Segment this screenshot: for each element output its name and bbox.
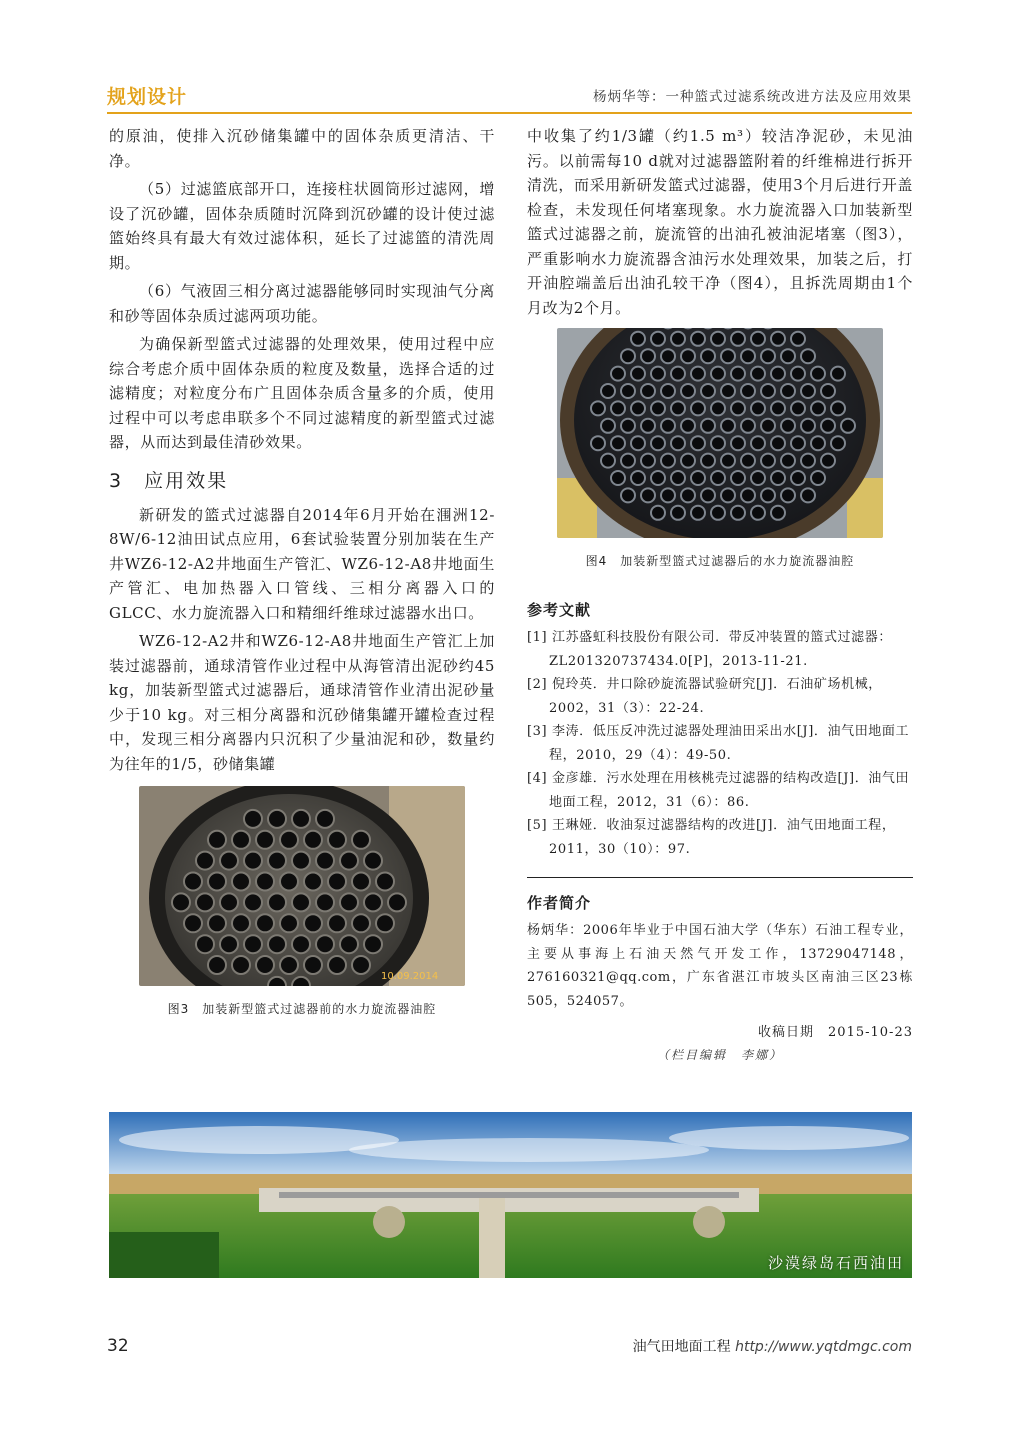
tube-hole	[232, 914, 250, 932]
figure-3-photo	[139, 786, 465, 986]
tube-hole	[771, 436, 785, 450]
tube-hole	[691, 401, 705, 415]
tube-hole	[220, 852, 238, 870]
tube-hole	[701, 488, 715, 502]
tube-hole	[631, 471, 645, 485]
paragraph: 新研发的篮式过滤器自2014年6月开始在涠洲12-8W/6-12油田试点应用，6套试验装置分别加装在生产井WZ6-12-A2井地面生产管汇、WZ6-12-A8井地面生产管汇、电加热器入口管线、三相分离器入口的GLCC、水力旋流器入口和精细纤维球过滤器水出口。	[109, 505, 495, 622]
tube-hole	[611, 401, 625, 415]
tube-hole	[671, 506, 685, 520]
tube-hole	[791, 401, 805, 415]
tube-hole	[292, 810, 310, 828]
left-column	[109, 124, 495, 1017]
tube-hole	[196, 893, 214, 911]
tube-hole	[601, 419, 615, 433]
paragraph: 中收集了约1/3罐（约1.5 m³）较洁净泥砂，未见油污。以前需每10 d就对过滤器篮附着的纤维棉进行拆开清洗，而采用新研发篮式过滤器，使用3个月后进行开盖检查，未发现任何堵塞现象。水力旋流器入口加装新型篮式过滤器之前，旋流管的出油孔被油泥堵塞（图3），严重影响水力旋流器含油污水处理效果，加装之后，打开油腔端盖后出油孔较干净（图4），且拆洗周期由1个月改为2个月。	[527, 127, 913, 317]
tube-hole	[631, 401, 645, 415]
tube-hole	[591, 436, 605, 450]
tube-hole	[280, 873, 298, 891]
tube-hole	[811, 401, 825, 415]
tube-hole	[196, 935, 214, 953]
tube-hole	[821, 419, 835, 433]
tube-hole	[376, 914, 394, 932]
reference-item: [3] 李涛．低压反冲洗过滤器处理油田采出水[J]．油气田地面工程，2010，29（4）：49-50.	[527, 724, 910, 763]
tube-hole	[801, 488, 815, 502]
photo-date-stamp: 10.09.2014	[381, 971, 439, 982]
tube-hole	[771, 471, 785, 485]
tube-hole	[292, 893, 310, 911]
tube-hole	[781, 384, 795, 398]
tube-hole	[741, 488, 755, 502]
tube-hole	[352, 873, 370, 891]
tube-hole	[731, 367, 745, 381]
tube-hole	[591, 401, 605, 415]
tube-hole	[661, 349, 675, 363]
tube-hole	[811, 367, 825, 381]
tube-hole	[280, 914, 298, 932]
tube-hole	[184, 873, 202, 891]
tube-hole	[691, 436, 705, 450]
tube-hole	[292, 852, 310, 870]
tube-hole	[601, 454, 615, 468]
tube-hole	[641, 419, 655, 433]
tube-hole	[208, 914, 226, 932]
tube-hole	[671, 401, 685, 415]
tube-hole	[681, 349, 695, 363]
tube-hole	[244, 935, 262, 953]
tube-hole	[621, 384, 635, 398]
tube-hole	[220, 935, 238, 953]
tube-hole	[244, 852, 262, 870]
tube-hole	[661, 384, 675, 398]
tube-hole	[651, 367, 665, 381]
running-title: 杨炳华等：一种篮式过滤系统改进方法及应用效果	[593, 89, 912, 105]
reference-item: [1] 江苏盛虹科技股份有限公司．带反冲装置的篮式过滤器：ZL201320737434.0[P]，2013-11-21.	[527, 630, 892, 669]
figure-3-image	[139, 786, 465, 986]
tube-hole	[801, 419, 815, 433]
tube-hole	[292, 977, 310, 986]
tube-hole	[771, 367, 785, 381]
tube-hole	[232, 831, 250, 849]
tube-hole	[651, 401, 665, 415]
tube-hole	[781, 419, 795, 433]
tube-hole	[671, 436, 685, 450]
tube-hole	[621, 454, 635, 468]
tube-hole	[741, 349, 755, 363]
tube-hole	[691, 506, 705, 520]
section-label: 规划设计	[107, 86, 188, 108]
author-bio: 杨炳华：2006年毕业于中国石油大学（华东）石油工程专业，主要从事海上石油天然气开发工作，13729047148，276160321@qq.com，广东省湛江市坡头区南油三区23栋505，524057。	[527, 923, 913, 1009]
tube-hole	[244, 893, 262, 911]
tube-hole	[761, 454, 775, 468]
tube-hole	[841, 419, 855, 433]
tube-hole	[316, 893, 334, 911]
tube-hole	[751, 506, 765, 520]
tube-hole	[721, 384, 735, 398]
tube-hole	[328, 831, 346, 849]
paragraph: 为确保新型篮式过滤器的处理效果，使用过程中应综合考虑介质中固体杂质的粒度及数量，选择合适的过滤精度；对粒度分布广且固体杂质含量多的介质，使用过程中可以考虑串联多个不同过滤精度的新型篮式过滤器，从而达到最佳清砂效果。	[109, 335, 495, 451]
tube-hole	[280, 956, 298, 974]
tube-hole	[352, 956, 370, 974]
tube-hole	[621, 349, 635, 363]
tube-hole	[641, 349, 655, 363]
tube-hole	[256, 914, 274, 932]
tube-hole	[791, 367, 805, 381]
tube-hole	[741, 419, 755, 433]
tube-hole	[661, 454, 675, 468]
tube-hole	[761, 419, 775, 433]
tube-hole	[771, 506, 785, 520]
tube-hole	[671, 332, 685, 346]
tube-hole	[641, 454, 655, 468]
tube-hole	[681, 454, 695, 468]
section-heading: 3 应用效果	[109, 469, 229, 492]
tube-hole	[364, 852, 382, 870]
tube-hole	[208, 831, 226, 849]
reference-item: [5] 王琳娅．收油泵过滤器结构的改进[J]．油气田地面工程，2011，30（10）：97.	[527, 818, 896, 857]
figure-3-caption: 图3 加装新型篮式过滤器前的水力旋流器油腔	[167, 1002, 437, 1016]
paragraph: （5）过滤篮底部开口，连接柱状圆筒形过滤网，增设了沉砂罐，固体杂质随时沉降到沉砂罐的设计使过滤篮始终具有最大有效过滤体积，延长了过滤篮的清洗周期。	[109, 180, 495, 272]
tube-hole	[711, 367, 725, 381]
tube-hole	[811, 436, 825, 450]
tube-hole	[304, 956, 322, 974]
tube-hole	[256, 831, 274, 849]
tube-hole	[791, 332, 805, 346]
tube-hole	[801, 454, 815, 468]
tube-hole	[184, 914, 202, 932]
reference-item: [4] 金彦雄．污水处理在用核桃壳过滤器的结构改造[J]．油气田地面工程，2012，31（6）：86.	[527, 771, 910, 810]
tube-hole	[711, 332, 725, 346]
tube-hole	[801, 349, 815, 363]
page-number: 32	[107, 1336, 129, 1356]
tube-hole	[821, 454, 835, 468]
tube-hole	[701, 349, 715, 363]
tube-hole	[821, 384, 835, 398]
tube-hole	[791, 471, 805, 485]
tube-hole	[631, 436, 645, 450]
tube-hole	[316, 810, 334, 828]
tube-hole	[721, 488, 735, 502]
tube-hole	[611, 471, 625, 485]
tube-hole	[661, 419, 675, 433]
tube-hole	[256, 873, 274, 891]
tube-hole	[208, 873, 226, 891]
tube-hole	[388, 893, 406, 911]
tube-hole	[721, 454, 735, 468]
tube-hole	[801, 384, 815, 398]
tube-hole	[268, 977, 286, 986]
tube-hole	[771, 332, 785, 346]
tube-hole	[771, 401, 785, 415]
tube-hole	[244, 810, 262, 828]
tube-hole	[631, 332, 645, 346]
tube-hole	[196, 852, 214, 870]
tube-hole	[731, 332, 745, 346]
tube-hole	[601, 384, 615, 398]
tube-hole	[256, 956, 274, 974]
journal-url[interactable]: http://www.yqtdmgc.com	[735, 1339, 912, 1355]
references-list	[527, 626, 913, 861]
tube-hole	[751, 471, 765, 485]
tube-hole	[751, 401, 765, 415]
tube-hole	[364, 935, 382, 953]
tube-hole	[711, 506, 725, 520]
tube-hole	[621, 419, 635, 433]
figure-4-photo	[557, 328, 883, 538]
tube-hole	[781, 488, 795, 502]
tube-hole	[701, 454, 715, 468]
tube-hole	[268, 935, 286, 953]
tube-hole	[681, 384, 695, 398]
tube-hole	[751, 332, 765, 346]
tube-hole	[316, 935, 334, 953]
tube-hole	[292, 935, 310, 953]
oilfield-banner-photo	[109, 1112, 912, 1278]
tube-hole	[208, 956, 226, 974]
tube-hole	[811, 471, 825, 485]
tube-hole	[721, 349, 735, 363]
tube-hole	[691, 332, 705, 346]
tube-hole	[220, 893, 238, 911]
tube-hole	[831, 367, 845, 381]
tube-hole	[376, 873, 394, 891]
footer-journal	[633, 1336, 912, 1356]
tube-hole	[304, 873, 322, 891]
right-column	[527, 124, 913, 1063]
paragraph: 的原油，使排入沉砂储集罐中的固体杂质更清洁、干净。	[109, 127, 495, 170]
tube-hole	[751, 436, 765, 450]
tube-hole	[691, 471, 705, 485]
tube-hole	[731, 506, 745, 520]
tube-hole	[611, 367, 625, 381]
tube-hole	[611, 436, 625, 450]
tube-hole	[751, 367, 765, 381]
tube-hole	[701, 419, 715, 433]
received-date: 收稿日期 2015-10-23	[758, 1025, 913, 1040]
tube-hole	[304, 914, 322, 932]
tube-hole	[328, 956, 346, 974]
tube-hole	[232, 956, 250, 974]
tube-hole	[651, 332, 665, 346]
tube-hole	[631, 367, 645, 381]
tube-hole	[328, 914, 346, 932]
tube-hole	[328, 873, 346, 891]
tube-hole	[268, 893, 286, 911]
tube-hole	[661, 488, 675, 502]
tube-hole	[831, 436, 845, 450]
tube-hole	[731, 401, 745, 415]
tube-hole	[761, 349, 775, 363]
author-heading: 作者简介	[527, 877, 913, 913]
header-rule	[107, 112, 912, 114]
tube-hole	[340, 893, 358, 911]
tube-hole	[352, 831, 370, 849]
tube-hole	[791, 436, 805, 450]
tube-hole	[761, 384, 775, 398]
tube-hole	[340, 852, 358, 870]
tube-hole	[721, 419, 735, 433]
tube-hole	[831, 401, 845, 415]
tube-hole	[781, 454, 795, 468]
tube-hole	[671, 367, 685, 381]
tube-hole	[731, 436, 745, 450]
journal-name: 油气田地面工程	[632, 1339, 731, 1355]
tube-hole	[268, 852, 286, 870]
tube-hole	[172, 893, 190, 911]
paragraph: （6）气液固三相分离过滤器能够同时实现油气分离和砂等固体杂质过滤两项功能。	[109, 282, 495, 325]
tube-hole	[621, 488, 635, 502]
tube-hole	[651, 436, 665, 450]
tube-hole	[681, 419, 695, 433]
tube-hole	[340, 935, 358, 953]
tube-hole	[781, 349, 795, 363]
tube-hole	[280, 831, 298, 849]
tube-hole	[711, 471, 725, 485]
tube-hole	[691, 367, 705, 381]
tube-hole	[352, 914, 370, 932]
column-editor: （栏目编辑 李娜）	[656, 1048, 783, 1062]
figure-4-image	[557, 328, 883, 538]
tube-hole	[681, 488, 695, 502]
reference-item: [2] 倪玲英．井口除砂旋流器试验研究[J]．石油矿场机械，2002，31（3）：22-24.	[527, 677, 882, 716]
tube-hole	[731, 471, 745, 485]
tube-hole	[641, 488, 655, 502]
tube-hole	[711, 436, 725, 450]
tube-hole	[741, 454, 755, 468]
banner-caption: 沙漠绿岛石西油田	[767, 1254, 904, 1272]
tube-hole	[711, 401, 725, 415]
tube-hole	[701, 384, 715, 398]
tube-hole	[316, 852, 334, 870]
tube-hole	[364, 893, 382, 911]
paragraph: WZ6-12-A2井和WZ6-12-A8井地面生产管汇上加装过滤器前，通球清管作业过程中从海管清出泥砂约45 kg，加装新型篮式过滤器后，通球清管作业清出泥砂量少于10 kg。对三相分离器和沉砂储集罐开罐检查过程中，发现三相分离器内只沉积了少量油泥和砂，数量约为往年的1/5，砂储集罐	[109, 632, 495, 773]
tube-hole	[761, 488, 775, 502]
tube-hole	[304, 831, 322, 849]
tube-hole	[268, 810, 286, 828]
figure-4-caption: 图4 加装新型篮式过滤器后的水力旋流器油腔	[585, 554, 855, 568]
references-heading: 参考文献	[527, 601, 592, 619]
tube-hole	[651, 506, 665, 520]
tube-hole	[232, 873, 250, 891]
tube-hole	[671, 471, 685, 485]
tube-hole	[641, 384, 655, 398]
tube-hole	[651, 471, 665, 485]
tube-hole	[741, 384, 755, 398]
